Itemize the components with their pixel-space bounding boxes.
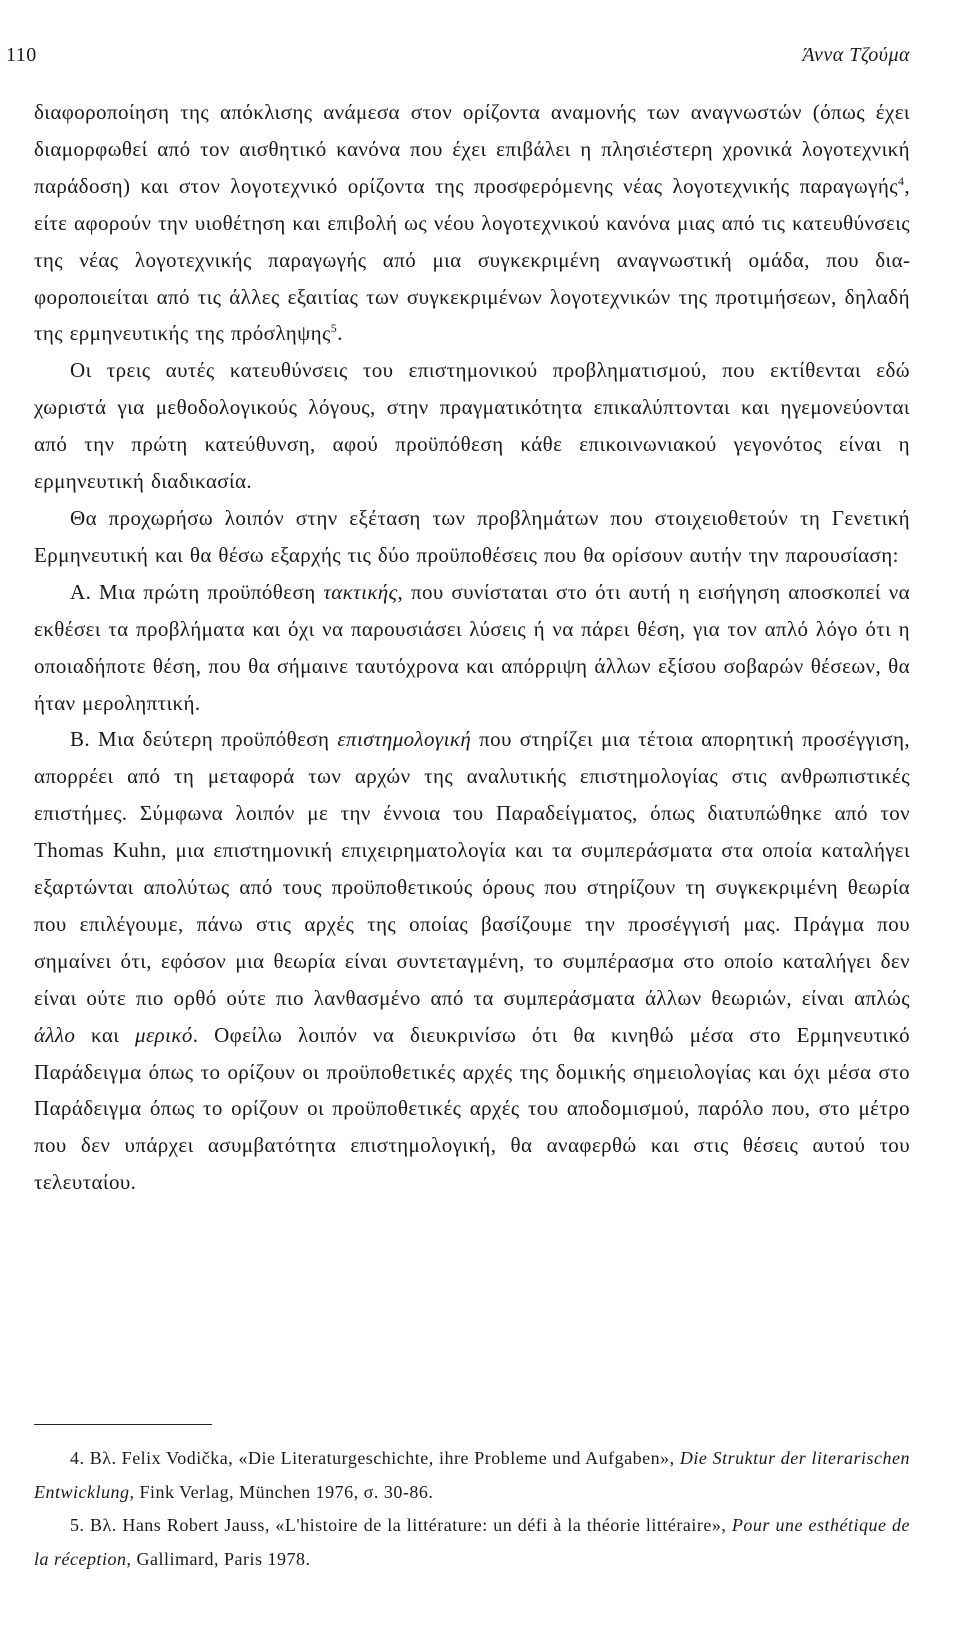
footnote-5	[34, 1509, 910, 1576]
paragraph-5-text-d: . Οφείλω λοιπόν να διευκρινίσω ότι θα κινηθώ μέσα στο Ερμηνευτικό Παράδειγμα όπως το ορίζουν οι προϋποθετικές αρχές της δομικής σημειολογίας και όχι μέσα στο Παράδειγμα όπως το ορίζουν οι προϋποθετικές αρχές του αποδομισμού, παρόλο που, στο μέτρο που δεν υπάρχει ασυμβατότητα επιστημολογική, θα αναφερθώ και στις θέσεις αυτού του τελευταίου.	[34, 1022, 910, 1195]
paragraph-4-emphasis: τακτικής	[323, 579, 398, 604]
paragraph-5	[34, 721, 910, 1201]
paragraph-2: Οι τρεις αυτές κατευθύνσεις του επιστημονικού προβληματισμού, που εκτίθενται εδώ χωριστά για μεθοδολογικούς λόγους, στην πραγματικότητα επικαλύπτονται και ηγεμονεύονται από την πρώτη κατεύθυνση, αφού προϋπόθεση κάθε επικοινωνιακού γεγονότος είναι η ερμηνευτική διαδικασία.	[34, 358, 910, 494]
footnotes	[34, 1442, 910, 1576]
footnote-4-text-a: 4. Βλ. Felix Vodička, «Die Literaturgeschichte, ihre Probleme und Aufgaben»,	[70, 1448, 680, 1468]
paragraph-3: Θα προχωρήσω λοιπόν στην εξέταση των προβλημάτων που στοιχειοθετούν τη Γενετική Ερμηνευτική και θα θέσω εξαρχής τις δύο προϋποθέσεις που θα ορίσουν αυτήν την παρουσίαση:	[34, 505, 910, 567]
paragraph-5-emphasis: επιστημολογική	[337, 727, 472, 752]
footnote-5-text-b: , Gallimard, Paris 1978.	[126, 1548, 311, 1569]
footnote-5-text-a: 5. Βλ. Hans Robert Jauss, «L'histoire de la littérature: un défi à la théorie littéraire»,	[70, 1515, 732, 1535]
book-page	[6, 0, 911, 1629]
running-head	[6, 44, 910, 74]
page-number: 110	[6, 44, 37, 66]
running-head-author: Άννα Τζούμα	[802, 44, 910, 66]
paragraph-4-text-a: Α. Μια πρώτη προϋπόθεση	[70, 579, 324, 604]
footnote-5-title: Pour une esthétique de la réception	[34, 1515, 910, 1569]
paragraph-4-text-b: , που συνίσταται στο ότι αυτή η εισήγηση αποσκοπεί να εκθέσει τα προβλήματα και όχι να παρουσιάσει λύσεις ή να πάρει θέση, για τον απλό λόγο ότι η οποιαδήποτε θέση, που θα σήμαινε ταυτόχρονα και απόρριψη άλλων εξίσου σοβαρών θέσεων, θα ήταν μεροληπτική.	[34, 579, 910, 715]
paragraph-1-text-c: .	[337, 321, 343, 346]
paragraph-4	[34, 574, 910, 722]
paragraph-5-text-c: και	[75, 1022, 136, 1047]
paragraph-5-emphasis-3: μερικό	[135, 1022, 193, 1047]
footnote-4-text-b: , Fink Verlag, München 1976, σ. 30-86.	[129, 1481, 434, 1502]
footnote-divider	[34, 1424, 212, 1425]
footnote-4	[34, 1442, 910, 1509]
paragraph-5-text-a: Β. Μια δεύτερη προϋπόθεση	[70, 727, 338, 752]
footnote-4-title: Die Struktur der literarischen Entwicklung	[34, 1448, 911, 1502]
footnote-ref-4: 4	[897, 173, 905, 188]
paragraph-5-emphasis-2: άλλο	[34, 1022, 76, 1047]
paragraph-1-text-a: διαφοροποίηση της απόκλισης ανάμεσα στον ορίζοντα αναμονής των αναγνωστών (όπως έχει διαμορφωθεί από τον αισθητικό κανόνα που έχει επιβάλει η πλησιέστερη χρονικά λογοτεχνική παράδοση) και στον λογοτεχνικό ορίζοντα της προσφερόμενης νέας λογοτεχνικής παραγωγής	[34, 100, 910, 198]
footnote-ref-5: 5	[330, 321, 338, 336]
paragraph-1-text-b: , είτε αφορούν την υιοθέτηση και επιβολή ως νέου λογοτεχνικού κανόνα μιας από τις κατευθύνσεις της νέας λογοτεχνικής παραγωγής από μια συγκεκριμένη αναγνωστική ομάδα, που διαφοροποιείται από τις άλλες εξαιτίας των συγκεκριμένων λογοτεχνικών της προτιμήσεων, δηλαδή της ερμηνευτικής της πρόσληψης	[34, 173, 910, 346]
body-text	[34, 94, 910, 1201]
paragraph-1	[34, 94, 910, 352]
paragraph-5-text-b: που στηρίζει μια τέτοια απορητική προσέγγιση, απορρέει από τη μεταφορά των αρχών της αναλυτικής επιστημολογίας στις ανθρωπιστικές επιστήμες. Σύμφωνα λοιπόν με την έννοια του Παραδείγματος, όπως διατυπώθηκε από τον Thomas Kuhn, μια επιστημονική επιχειρηματολογία και τα συμπεράσματα στα οποία καταλήγει εξαρτώνται απολύτως από τους προϋποθετικούς όρους που στηρίζουν τη συγκεκριμένη θεωρία που επιλέγουμε, πάνω στις αρχές της οποίας βασίζουμε την προσέγγισή μας. Πράγμα που σημαίνει ότι, εφόσον μια θεωρία είναι συντεταγμένη, το συμπέρασμα στο οποίο καταλήγει δεν είναι ούτε πιο ορθό ούτε πιο λανθασμένο από τα συμπεράσματα άλλων θεωριών, είναι απλώς	[34, 727, 910, 1010]
